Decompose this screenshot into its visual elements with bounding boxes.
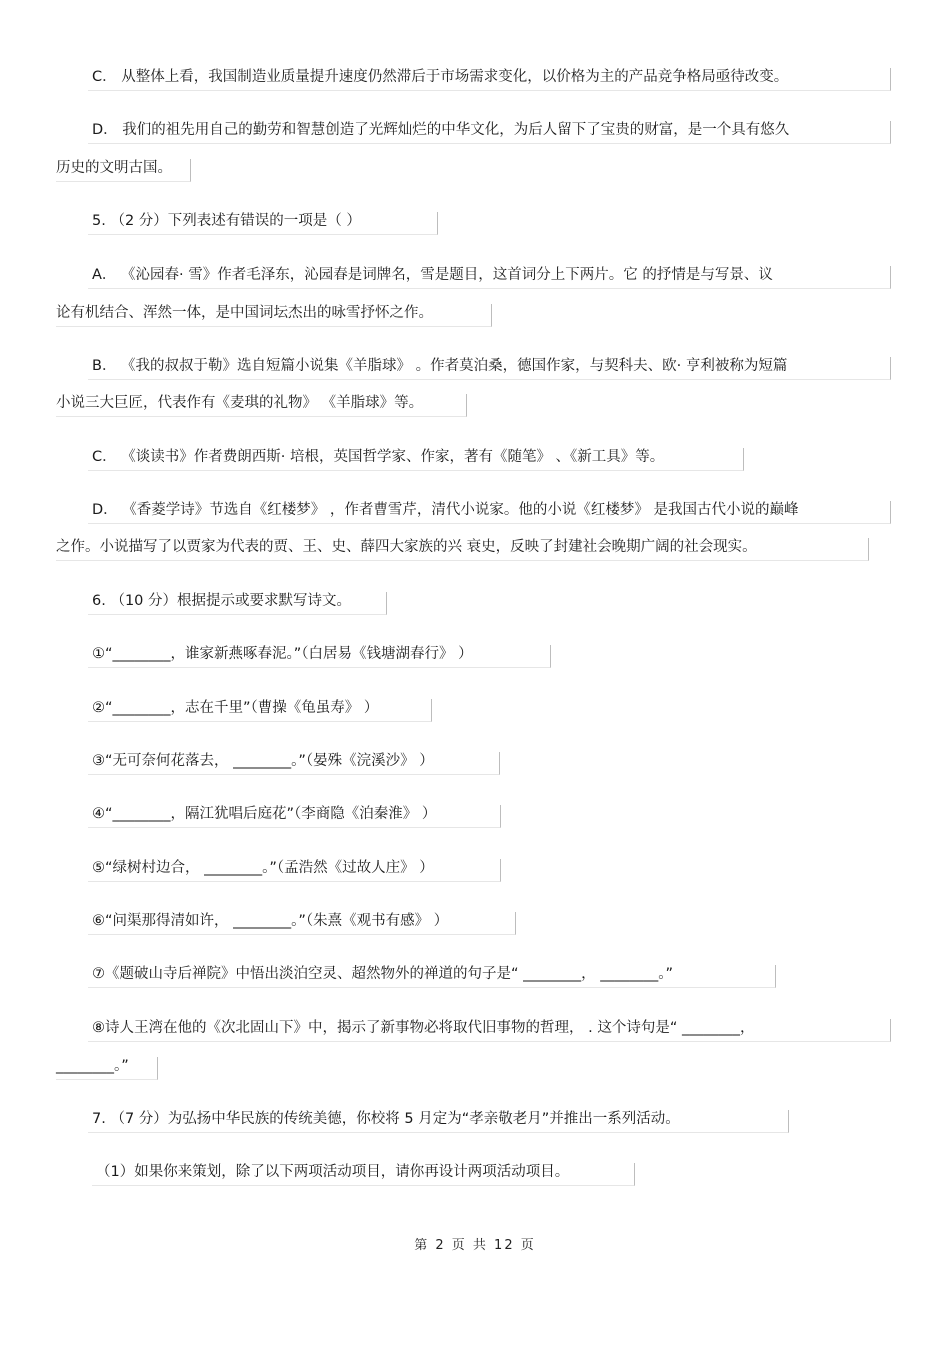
q6-item-8-cont: ________。”	[56, 1058, 129, 1074]
option-c-text: C． 从整体上看，我国制造业质量提升速度仍然滞后于市场需求变化，以价格为主的产品竞争格局亟待改变。	[92, 69, 789, 85]
question-5: 5. （2 分）下列表述有错误的一项是（ ）	[92, 213, 361, 229]
question-6: 6. （10 分）根据提示或要求默写诗文。	[92, 593, 352, 609]
q6-item-3: ③“无可奈何花落去， ________。”（晏殊《浣溪沙》 ）	[92, 753, 434, 769]
option-d-text: D． 我们的祖先用自己的勤劳和智慧创造了光辉灿烂的中华文化，为后人留下了宝贵的财富，是一个具有悠久	[92, 122, 790, 138]
q6-item-7: ⑦《题破山寺后禅院》中悟出淡泊空灵、超然物外的禅道的句子是“ ________， ________。”	[92, 966, 673, 982]
q6-item-8: ⑧诗人王湾在他的《次北固山下》中，揭示了新事物必将取代旧事物的哲理， . 这个诗句是“ ________，	[92, 1020, 755, 1036]
q5-option-c: C． 《谈读书》作者费朗西斯· 培根，英国哲学家、作家，著有《随笔》 、《新工具》等。	[92, 449, 665, 465]
q5-option-a: A． 《沁园春· 雪》作者毛泽东，沁园春是词牌名，雪是题目，这首词分上下两片。它 的抒情是与写景、议	[92, 267, 773, 283]
q5-option-a-cont: 论有机结合、浑然一体，是中国词坛杰出的咏雪抒怀之作。	[56, 305, 433, 321]
q6-item-2: ②“________，志在千里”（曹操《龟虽寿》 ）	[92, 700, 379, 716]
page-footer: 第 2 页 共 12 页	[414, 1238, 536, 1253]
q7-sub-1: （1）如果你来策划，除了以下两项活动项目，请你再设计两项活动项目。	[96, 1164, 570, 1180]
q5-option-d-cont: 之作。小说描写了以贾家为代表的贾、王、史、薛四大家族的兴 衰史，反映了封建社会晚期广阔的社会现实。	[56, 539, 757, 555]
q5-option-b-cont: 小说三大巨匠，代表作有《麦琪的礼物》 《羊脂球》等。	[56, 395, 424, 411]
q6-item-6: ⑥“问渠那得清如许， ________。”（朱熹《观书有感》 ）	[92, 913, 449, 929]
question-7: 7. （7 分）为弘扬中华民族的传统美德，你校将 5 月定为“孝亲敬老月”并推出一系列活动。	[92, 1111, 680, 1127]
q6-item-5: ⑤“绿树村边合， ________。”（孟浩然《过故人庄》 ）	[92, 860, 434, 876]
q5-option-b: B． 《我的叔叔于勒》选自短篇小说集《羊脂球》 。作者莫泊桑，德国作家，与契科夫、欧· 亨利被称为短篇	[92, 358, 788, 374]
q6-item-4: ④“________，隔江犹唱后庭花”（李商隐《泊秦淮》 ）	[92, 806, 437, 822]
option-d-text-cont: 历史的文明古国。	[56, 160, 172, 176]
q5-option-d: D． 《香菱学诗》节选自《红楼梦》 ，作者曹雪芹，清代小说家。他的小说《红楼梦》 是我国古代小说的巅峰	[92, 502, 799, 518]
q6-item-1: ①“________，谁家新燕啄春泥。”（白居易《钱塘湖春行》 ）	[92, 646, 473, 662]
